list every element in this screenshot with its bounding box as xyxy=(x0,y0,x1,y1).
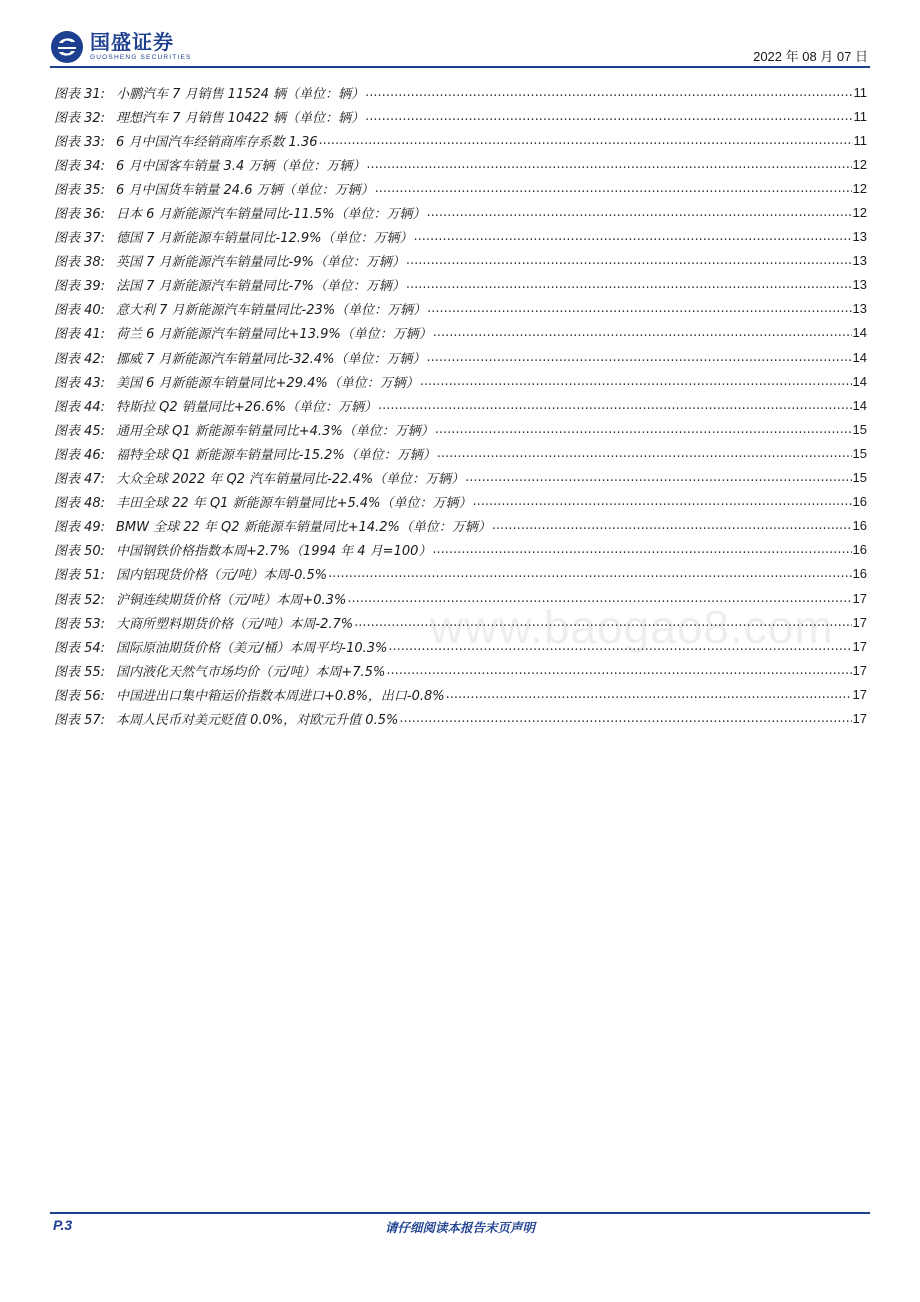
page-header xyxy=(0,0,920,70)
toc-entry-title: 国际原油期货价格（美元/桶）本周平均-10.3% xyxy=(116,640,388,656)
toc-entry-page: 13 xyxy=(852,277,867,293)
toc-entry-page: 11 xyxy=(853,132,867,148)
toc-entry-label: 图表 42: xyxy=(54,351,106,367)
toc-entry-title: 大商所塑料期货价格（元/吨）本周-2.7% xyxy=(116,616,354,632)
toc-entry-title: 荷兰 6 月新能源汽车销量同比+13.9%（单位：万辆） xyxy=(116,327,432,343)
toc-entry-label: 图表 37: xyxy=(54,231,106,247)
toc-entry-title: 福特全球 Q1 新能源车销量同比-15.2%（单位：万辆） xyxy=(116,447,436,463)
toc-entry-label: 图表 46: xyxy=(54,447,106,463)
toc-entry-leader xyxy=(375,181,852,196)
toc-entry-label: 图表 43: xyxy=(54,375,106,391)
toc-entry-leader xyxy=(492,518,852,533)
footer-divider xyxy=(50,1212,870,1214)
toc-entry-title: 日本 6 月新能源汽车销量同比-11.5%（单位：万辆） xyxy=(116,207,426,223)
toc-entry-label: 图表 52: xyxy=(54,592,106,608)
toc-entry-title: 丰田全球 22 年 Q1 新能源车销量同比+5.4%（单位：万辆） xyxy=(116,496,472,512)
toc-entry-leader xyxy=(388,639,851,654)
toc-entry-leader xyxy=(354,615,851,630)
toc-entry[interactable] xyxy=(54,514,867,538)
toc-entry-page: 11 xyxy=(853,108,867,124)
company-logo xyxy=(50,30,192,64)
toc-entry-title: 法国 7 月新能源汽车销量同比-7%（单位：万辆） xyxy=(116,279,405,295)
toc-entry[interactable] xyxy=(54,682,867,706)
toc-entry-title: 国内铝现货价格（元/吨）本周-0.5% xyxy=(116,568,328,584)
toc-entry-leader xyxy=(446,687,852,702)
toc-entry-title: 通用全球 Q1 新能源车销量同比+4.3%（单位：万辆） xyxy=(116,423,434,439)
toc-entry-leader xyxy=(414,229,852,244)
toc-entry[interactable] xyxy=(54,417,867,441)
toc-entry-label: 图表 45: xyxy=(54,423,106,439)
toc-entry[interactable] xyxy=(54,610,867,634)
toc-entry[interactable] xyxy=(54,490,867,514)
toc-entry-title: 中国钢铁价格指数本周+2.7%（1994 年 4 月=100） xyxy=(116,544,432,560)
toc-entry-leader xyxy=(406,277,852,292)
toc-entry-page: 17 xyxy=(852,662,867,678)
toc-entry-label: 图表 36: xyxy=(54,207,106,223)
toc-entry-label: 图表 49: xyxy=(54,520,106,536)
toc-entry[interactable] xyxy=(54,176,867,200)
toc-entry-page: 14 xyxy=(852,397,867,413)
toc-entry-page: 13 xyxy=(852,253,867,269)
toc-entry-label: 图表 57: xyxy=(54,712,106,728)
toc-entry[interactable] xyxy=(54,393,867,417)
toc-entry-page: 16 xyxy=(852,542,867,558)
toc-entry-leader xyxy=(366,157,851,172)
toc-entry-page: 17 xyxy=(852,614,867,630)
toc-entry-page: 13 xyxy=(852,301,867,317)
toc-entry-page: 17 xyxy=(852,638,867,654)
toc-entry[interactable] xyxy=(54,538,867,562)
toc-entry[interactable] xyxy=(54,80,867,104)
report-date: 2022 年 08 月 07 日 xyxy=(753,49,868,64)
toc-entry[interactable] xyxy=(54,200,867,224)
toc-entry-label: 图表 39: xyxy=(54,279,106,295)
toc-entry-page: 14 xyxy=(852,325,867,341)
toc-entry-page: 16 xyxy=(852,566,867,582)
toc-entry-label: 图表 34: xyxy=(54,158,106,174)
toc-entry-leader xyxy=(433,325,852,340)
toc-entry-label: 图表 32: xyxy=(54,110,106,126)
figure-index-list xyxy=(54,80,867,731)
toc-entry[interactable] xyxy=(54,466,867,490)
toc-entry-title: 德国 7 月新能源车销量同比-12.9%（单位：万辆） xyxy=(116,231,413,247)
toc-entry-label: 图表 54: xyxy=(54,640,106,656)
toc-entry-leader xyxy=(318,133,852,148)
toc-entry-label: 图表 48: xyxy=(54,496,106,512)
toc-entry-leader xyxy=(347,591,851,606)
toc-entry-title: 本周人民币对美元贬值 0.0%，对欧元升值 0.5% xyxy=(116,712,399,728)
toc-entry[interactable] xyxy=(54,658,867,682)
toc-entry-label: 图表 55: xyxy=(54,664,106,680)
toc-entry-title: 大众全球 2022 年 Q2 汽车销量同比-22.4%（单位：万辆） xyxy=(116,472,465,488)
toc-entry-leader xyxy=(328,566,851,581)
toc-entry[interactable] xyxy=(54,369,867,393)
toc-entry-leader xyxy=(399,711,851,726)
toc-entry-title: 美国 6 月新能源车销量同比+29.4%（单位：万辆） xyxy=(116,375,419,391)
toc-entry-page: 17 xyxy=(852,710,867,726)
toc-entry-leader xyxy=(420,374,852,389)
toc-entry-label: 图表 53: xyxy=(54,616,106,632)
toc-entry[interactable] xyxy=(54,634,867,658)
disclaimer-note: 请仔细阅读本报告末页声明 xyxy=(384,1220,535,1235)
toc-entry[interactable] xyxy=(54,225,867,249)
toc-entry[interactable] xyxy=(54,128,867,152)
guosheng-logo-icon xyxy=(50,30,84,64)
toc-entry-leader xyxy=(427,205,852,220)
toc-entry[interactable] xyxy=(54,249,867,273)
toc-entry[interactable] xyxy=(54,297,867,321)
toc-entry-label: 图表 40: xyxy=(54,303,106,319)
toc-entry[interactable] xyxy=(54,706,867,730)
toc-entry-page: 14 xyxy=(852,373,867,389)
toc-entry-page: 14 xyxy=(852,349,867,365)
toc-entry-page: 12 xyxy=(852,180,867,196)
toc-entry-label: 图表 31: xyxy=(54,86,106,102)
toc-entry-label: 图表 50: xyxy=(54,544,106,560)
toc-entry-label: 图表 51: xyxy=(54,568,106,584)
toc-entry-title: 国内液化天然气市场均价（元/吨）本周+7.5% xyxy=(116,664,386,680)
toc-entry-leader xyxy=(365,85,852,100)
toc-entry[interactable] xyxy=(54,104,867,128)
toc-entry-label: 图表 33: xyxy=(54,134,106,150)
toc-entry[interactable] xyxy=(54,321,867,345)
toc-entry-page: 17 xyxy=(852,686,867,702)
toc-entry-label: 图表 41: xyxy=(54,327,106,343)
toc-entry-label: 图表 47: xyxy=(54,472,106,488)
toc-entry-title: 沪铜连续期货价格（元/吨）本周+0.3% xyxy=(116,592,347,608)
toc-entry-leader xyxy=(427,301,851,316)
toc-entry-label: 图表 44: xyxy=(54,399,106,415)
toc-entry-page: 16 xyxy=(852,494,867,510)
toc-entry-title: 意大利 7 月新能源汽车销量同比-23%（单位：万辆） xyxy=(116,303,427,319)
toc-entry-label: 图表 56: xyxy=(54,688,106,704)
toc-entry-page: 12 xyxy=(852,205,867,221)
toc-entry-title: 6 月中国汽车经销商库存系数 1.36 xyxy=(116,134,318,150)
toc-entry[interactable] xyxy=(54,273,867,297)
toc-entry-leader xyxy=(473,494,852,509)
toc-entry-title: 挪威 7 月新能源汽车销量同比-32.4%（单位：万辆） xyxy=(116,351,426,367)
toc-entry-page: 13 xyxy=(852,229,867,245)
logo-text-en: GUOSHENG SECURITIES xyxy=(90,54,192,62)
toc-entry-leader xyxy=(406,253,852,268)
header-divider xyxy=(50,66,870,68)
toc-entry-leader xyxy=(432,542,851,557)
toc-entry-leader xyxy=(427,350,852,365)
toc-entry-page: 15 xyxy=(852,445,867,461)
toc-entry-leader xyxy=(386,663,851,678)
toc-entry[interactable] xyxy=(54,441,867,465)
watermark: www.baogao8.com xyxy=(430,601,834,653)
toc-entry-page: 16 xyxy=(852,518,867,534)
toc-entry-leader xyxy=(465,470,851,485)
toc-entry[interactable] xyxy=(54,586,867,610)
toc-entry-leader xyxy=(437,446,852,461)
toc-entry-title: 6 月中国货车销量 24.6 万辆（单位：万辆） xyxy=(116,182,374,198)
toc-entry-title: BMW 全球 22 年 Q2 新能源车销量同比+14.2%（单位：万辆） xyxy=(116,520,491,536)
logo-text-cn: 国盛证券 xyxy=(90,30,174,55)
toc-entry-title: 特斯拉 Q2 销量同比+26.6%（单位：万辆） xyxy=(116,399,377,415)
toc-entry-title: 中国进出口集中箱运价指数本周进口+0.8%，出口-0.8% xyxy=(116,688,445,704)
toc-entry-leader xyxy=(378,398,852,413)
toc-entry-title: 英国 7 月新能源汽车销量同比-9%（单位：万辆） xyxy=(116,255,405,271)
toc-entry-title: 理想汽车 7 月销售 10422 辆（单位：辆） xyxy=(116,110,365,126)
toc-entry-page: 11 xyxy=(853,84,867,100)
toc-entry-leader xyxy=(365,109,852,124)
toc-entry-page: 15 xyxy=(852,470,867,486)
toc-entry-label: 图表 38: xyxy=(54,255,106,271)
toc-entry-label: 图表 35: xyxy=(54,182,106,198)
toc-entry-page: 17 xyxy=(852,590,867,606)
toc-entry[interactable] xyxy=(54,345,867,369)
toc-entry[interactable] xyxy=(54,152,867,176)
toc-entry-page: 15 xyxy=(852,421,867,437)
toc-entry-title: 6 月中国客车销量 3.4 万辆（单位：万辆） xyxy=(116,158,366,174)
toc-entry-leader xyxy=(435,422,852,437)
toc-entry[interactable] xyxy=(54,562,867,586)
page-number: P.3 xyxy=(53,1217,73,1233)
toc-entry-title: 小鹏汽车 7 月销售 11524 辆（单位：辆） xyxy=(116,86,365,102)
toc-entry-page: 12 xyxy=(852,156,867,172)
